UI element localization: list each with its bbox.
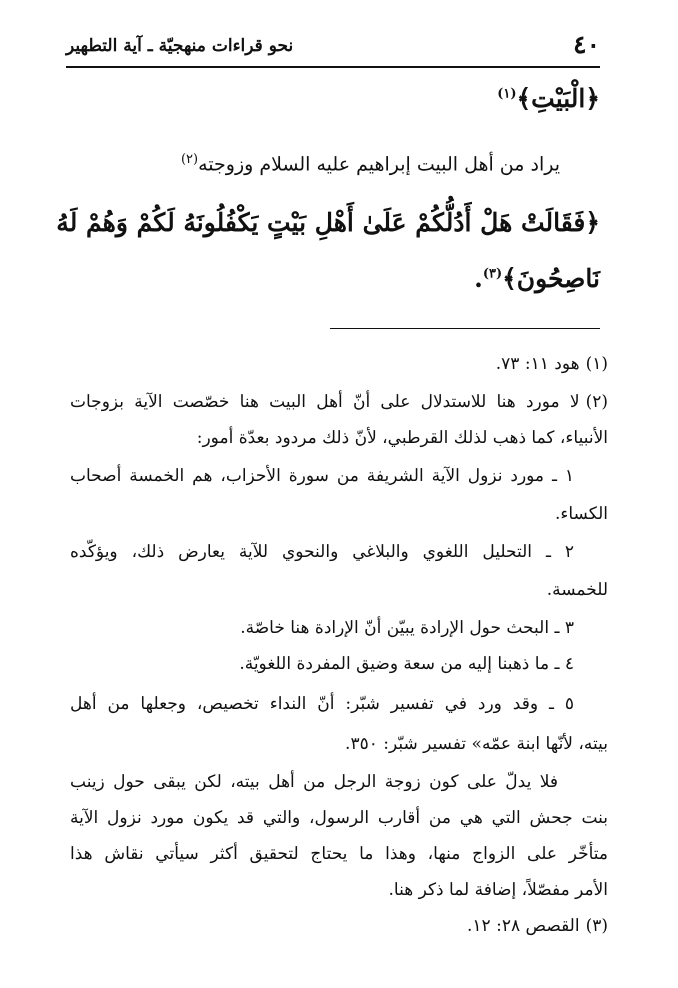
page-header [66, 30, 600, 64]
footnote-2-para-line-2: بنت جحش التي هي من أقارب الرسول، والتي قد يكون مورد نزول الآية [70, 808, 608, 828]
body-sentence: يراد من أهل البيت إبراهيم عليه السلام وزوجته [198, 153, 560, 176]
body-paragraph [66, 152, 560, 175]
footnote-2-item-1-cont: الكساء. [554, 504, 608, 524]
footnote-2-item-2-cont: للخمسة. [546, 580, 608, 600]
footnote-2-line-1 [70, 392, 608, 412]
quoted-verse-line-1: ﴿فَقَالَتْ هَلْ أَدُلُّكُمْ عَلَىٰ أَهْلِ بَيْتٍ يَكْفُلُونَهُ لَكُمْ وَهُمْ لَهُ [56, 208, 600, 237]
footnote-2-item-3: ٣ ـ البحث حول الإرادة يبيّن أنّ الإرادة هنا خاصّة. [240, 618, 574, 638]
footnote-text: القصص ٢٨: ١٢. [467, 916, 580, 936]
footnote-2-item-5: ٥ ـ وقد ورد في تفسير شبّر: أنّ النداء تخصيص، وجعلها من أهل [70, 694, 574, 714]
footnote-2-item-5-cont: بيته، لأنّها ابنة عمّه» تفسير شبّر: ٣٥٠. [345, 734, 608, 754]
footnote-ref-2: (٢) [180, 152, 199, 167]
footnote-2-item-1: ١ ـ مورد نزول الآية الشريفة من سورة الأحزاب، هم الخمسة أصحاب [70, 466, 574, 486]
quoted-verse-line-2: نَاصِحُونَ﴾$^{(٣)}$. [474, 264, 600, 293]
footnote-2-line-2: الأنبياء، كما ذهب لذلك القرطبي، لأنّ ذلك مردود بعدّة أمور: [196, 428, 608, 448]
verse-continuation [66, 84, 600, 113]
running-title: نحو قراءات منهجيّة ـ آية التطهير [66, 36, 294, 56]
footnote-label: (١) [585, 354, 608, 374]
footnote-text: لا مورد هنا للاستدلال على أنّ أهل البيت هنا خصّصت الآية بزوجات [70, 392, 580, 412]
footnote-2-item-2: ٢ ـ التحليل اللغوي والبلاغي والنحوي للآية يعارض ذلك، ويؤكّده [70, 542, 574, 562]
footnote-2-item-4: ٤ ـ ما ذهبنا إليه من سعة وضيق المفردة اللغويّة. [239, 654, 574, 674]
verse-fragment: ﴿الْبَيْتِ﴾ [516, 84, 600, 113]
footnote-label: (٢) [585, 392, 608, 412]
page-number: ٤٠ [573, 30, 600, 59]
footnote-1 [70, 354, 608, 374]
footnote-2-para-line-1: فلا يدلّ على كون زوجة الرجل من أهل بيته، لكن يبقى حول زينب [70, 772, 558, 792]
footnote-separator [330, 328, 600, 329]
footnote-ref-3: (٣) [482, 266, 503, 282]
footnote-ref-1: (١) [497, 86, 517, 102]
quoted-verse-end: نَاصِحُونَ﴾ [502, 264, 600, 293]
footnote-label: (٣) [585, 916, 608, 936]
footnote-3 [70, 916, 608, 936]
footnote-text: هود ١١: ٧٣. [495, 354, 580, 374]
footnote-2-para-line-3: متأخّر على الزواج منها، وهذا ما يحتاج لتحقيق أكثر سيأتي نقاش هذا [70, 844, 608, 864]
header-rule [66, 66, 600, 68]
footnote-2-para-line-4: الأمر مفصّلاً، إضافة لما ذكر هنا. [388, 880, 608, 900]
